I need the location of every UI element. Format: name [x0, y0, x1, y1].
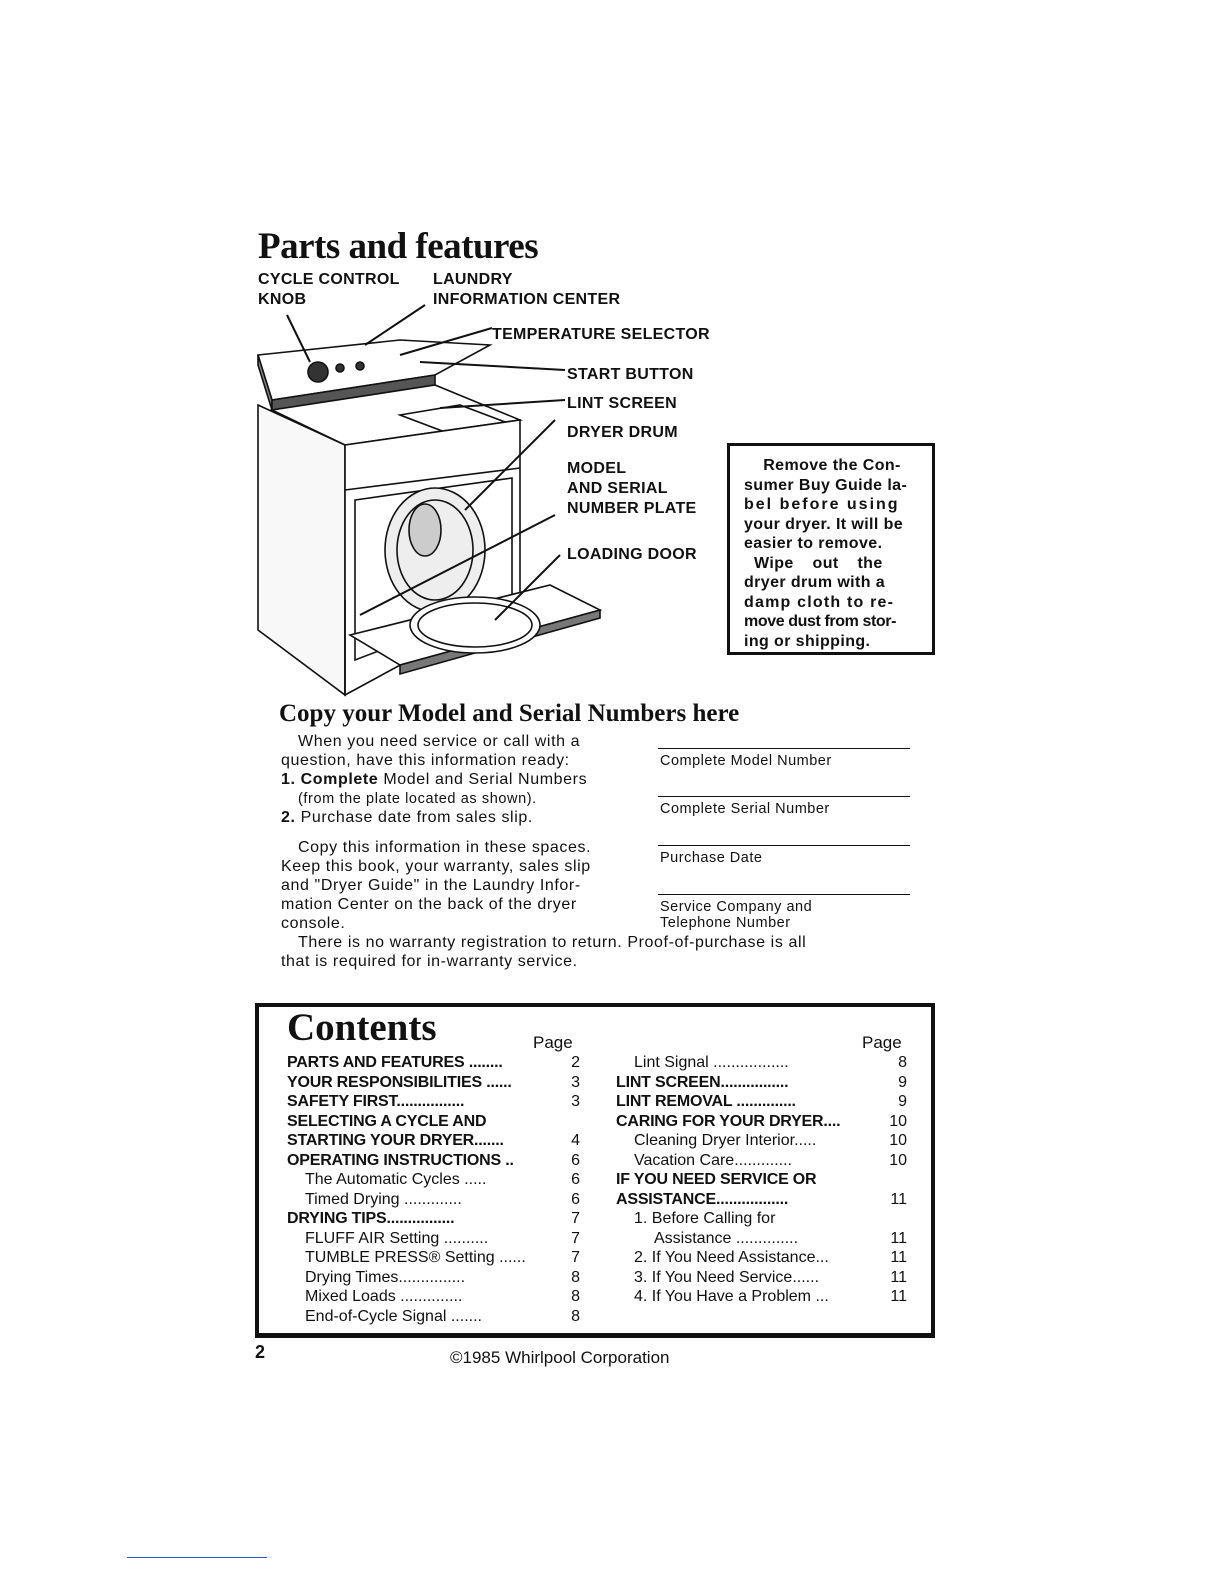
intro-line: question, have this information ready: [281, 752, 570, 769]
page-column-header: Page [862, 1033, 902, 1052]
toc-entry-title: Cleaning Dryer Interior [634, 1132, 795, 1149]
note-line: your dryer. It will be [744, 515, 904, 533]
label-dryer-drum: DRYER DRUM [567, 424, 678, 441]
toc-entry-page: 3 [571, 1073, 580, 1091]
model-number-label: Complete Model Number [660, 753, 832, 769]
telephone-label: Telephone Number [660, 915, 791, 931]
toc-entry-page: 2 [571, 1054, 580, 1071]
toc-entry[interactable] [287, 1053, 580, 1073]
toc-entry-dots: ....... [474, 1132, 504, 1149]
page-title: Parts and features [258, 226, 539, 267]
serial-number-label: Complete Serial Number [660, 801, 830, 817]
toc-entry-page: 4 [571, 1132, 580, 1149]
toc-entry-dots: ........ [464, 1054, 503, 1071]
purchase-date-line[interactable] [658, 845, 910, 846]
toc-entry-title: SAFETY FIRST [287, 1093, 397, 1110]
toc-entry-title: LINT SCREEN [616, 1073, 721, 1091]
toc-entry-dots: ................ [720, 1073, 789, 1091]
para-line: console. [281, 915, 346, 932]
toc-entry-page: 10 [889, 1132, 907, 1149]
toc-entry-title: ASSISTANCE [616, 1190, 716, 1208]
toc-entry-dots: ....... [446, 1307, 482, 1325]
toc-entry[interactable] [616, 1112, 907, 1132]
toc-right-column [616, 1053, 907, 1307]
toc-entry-title: Drying Times [305, 1268, 399, 1286]
item-1 [281, 770, 587, 790]
item-2 [281, 808, 533, 828]
toc-entry-title: 2. If You Need Assistance [634, 1249, 816, 1266]
toc-entry-page: 6 [571, 1171, 580, 1188]
footnote-separator [127, 1557, 267, 1558]
toc-entry-page: 11 [890, 1229, 907, 1247]
label-laundry: LAUNDRY [433, 271, 513, 288]
item-number: 1. [281, 771, 296, 788]
toc-entry[interactable] [616, 1229, 907, 1249]
toc-entry[interactable] [287, 1170, 580, 1190]
toc-entry-dots: ...... [481, 1073, 512, 1091]
toc-entry-page: 6 [571, 1190, 580, 1208]
toc-entry-title: FLUFF AIR Setting [305, 1229, 440, 1247]
toc-entry[interactable] [287, 1248, 580, 1268]
toc-entry-page: 9 [898, 1073, 907, 1091]
toc-entry-dots: ............. [399, 1190, 462, 1208]
note-line: move dust from stor- [744, 613, 897, 630]
toc-entry-dots: ..... [459, 1171, 487, 1188]
label-model: MODEL [567, 460, 627, 477]
toc-entry[interactable] [287, 1131, 580, 1151]
item-text: Model and Serial Numbers [378, 771, 588, 788]
toc-entry[interactable] [287, 1112, 580, 1132]
toc-entry-page: 7 [571, 1249, 580, 1266]
toc-entry-page: 8 [898, 1054, 907, 1071]
toc-entry-page: 11 [890, 1190, 907, 1208]
toc-entry[interactable] [287, 1287, 580, 1307]
toc-entry[interactable] [616, 1268, 907, 1288]
toc-entry-dots: .............. [731, 1229, 799, 1247]
toc-entry-page: 7 [571, 1210, 580, 1227]
toc-entry-title: Vacation Care [634, 1151, 735, 1169]
toc-entry[interactable] [287, 1307, 580, 1327]
para-line: that is required for in-warranty service. [281, 953, 578, 970]
toc-entry-title: LINT REMOVAL [616, 1093, 733, 1110]
toc-entry-page: 10 [889, 1151, 907, 1169]
toc-entry-title: Mixed Loads [305, 1288, 396, 1305]
toc-entry-page: 3 [571, 1093, 580, 1110]
note-line: easier to remove. [744, 535, 883, 552]
toc-entry[interactable] [616, 1092, 907, 1112]
toc-entry-title: The Automatic Cycles [305, 1171, 460, 1188]
toc-entry-page: 8 [571, 1268, 580, 1286]
toc-entry-dots: .. [500, 1151, 514, 1169]
page-column-header: Page [533, 1033, 573, 1052]
note-line: dryer drum with a [744, 574, 886, 591]
note-line: Remove the Con- [763, 457, 901, 474]
label-knob: KNOB [258, 291, 307, 308]
toc-entry-page: 8 [571, 1307, 580, 1325]
item-number: 2. [281, 809, 296, 826]
label-and-serial: AND SERIAL [567, 480, 668, 497]
note-box [727, 443, 935, 655]
page-number: 2 [255, 1342, 266, 1362]
toc-entry-title: 1. Before Calling for [634, 1210, 776, 1227]
toc-left-column [287, 1053, 580, 1326]
toc-entry-page: 9 [898, 1093, 907, 1110]
toc-entry-dots: ................ [386, 1210, 455, 1227]
toc-entry[interactable] [616, 1170, 907, 1190]
para-line: and "Dryer Guide" in the Laundry Infor- [281, 877, 581, 894]
toc-entry-title: 3. If You Need Service [634, 1268, 793, 1286]
item-bold: Complete [300, 771, 379, 788]
toc-entry-dots: ..... [794, 1132, 817, 1149]
toc-entry-title: YOUR RESPONSIBILITIES [287, 1073, 482, 1091]
toc-entry-dots: ...... [494, 1249, 526, 1266]
toc-entry-dots: ... [811, 1288, 829, 1305]
toc-entry-title: IF YOU NEED SERVICE OR [616, 1171, 817, 1188]
toc-entry-dots: .......... [439, 1229, 489, 1247]
purchase-date-label: Purchase Date [660, 850, 763, 866]
serial-number-line[interactable] [658, 796, 910, 797]
toc-entry[interactable] [616, 1073, 907, 1093]
toc-entry-dots: ................. [715, 1190, 789, 1208]
toc-entry-page: 8 [571, 1288, 580, 1305]
note-line: bel before using [744, 496, 900, 513]
para-line: Copy this information in these spaces. [298, 839, 592, 856]
toc-entry[interactable] [616, 1131, 907, 1151]
toc-entry-dots: .............. [395, 1288, 463, 1305]
toc-entry-page: 6 [571, 1151, 580, 1169]
toc-entry-title: Timed Drying [305, 1190, 400, 1208]
intro-line: When you need service or call with a [298, 733, 581, 750]
note-line: damp cloth to re- [744, 593, 895, 611]
toc-entry-dots: ................ [396, 1093, 465, 1110]
label-loading-door: LOADING DOOR [567, 546, 697, 563]
toc-entry[interactable] [616, 1151, 907, 1171]
label-lint-screen: LINT SCREEN [567, 395, 677, 412]
toc-entry-title: SELECTING A CYCLE AND [287, 1112, 487, 1130]
contents-title: Contents [287, 1006, 437, 1049]
para-line: Keep this book, your warranty, sales slip [281, 858, 591, 875]
toc-entry[interactable] [287, 1268, 580, 1288]
label-start-button: START BUTTON [567, 366, 694, 383]
toc-entry[interactable] [616, 1053, 907, 1073]
para-line: There is no warranty registration to return. Proof-of-purchase is all [298, 934, 807, 951]
item-text: Purchase date from sales slip. [295, 809, 533, 826]
toc-entry[interactable] [287, 1092, 580, 1112]
note-line: sumer Buy Guide la- [744, 476, 908, 494]
toc-entry-dots: ...... [792, 1268, 819, 1286]
copy-heading: Copy your Model and Serial Numbers here [279, 700, 740, 727]
toc-entry[interactable] [287, 1190, 580, 1210]
label-cycle-control: CYCLE CONTROL [258, 271, 400, 288]
service-company-line[interactable] [658, 894, 910, 895]
toc-entry-page: 11 [890, 1249, 907, 1266]
toc-entry-title: OPERATING INSTRUCTIONS [287, 1151, 501, 1169]
label-number-plate: NUMBER PLATE [567, 500, 697, 517]
label-information-center: INFORMATION CENTER [433, 291, 621, 308]
copyright: ©1985 Whirlpool Corporation [450, 1348, 670, 1367]
toc-entry-page: 11 [890, 1268, 907, 1286]
toc-entry-dots: ................. [708, 1054, 789, 1071]
toc-entry[interactable] [287, 1229, 580, 1249]
toc-entry[interactable] [616, 1209, 907, 1229]
service-company-label: Service Company and [660, 899, 813, 915]
toc-entry-page: 7 [571, 1229, 580, 1247]
note-line: Wipe out the [754, 554, 883, 572]
toc-entry[interactable] [616, 1287, 907, 1307]
toc-entry-title: PARTS AND FEATURES [287, 1054, 465, 1071]
toc-entry-title: 4. If You Have a Problem [634, 1288, 811, 1305]
toc-entry-title: DRYING TIPS [287, 1210, 387, 1227]
toc-entry-title: CARING FOR YOUR DRYER [616, 1112, 824, 1130]
toc-entry-title: Lint Signal [634, 1054, 709, 1071]
toc-entry[interactable] [287, 1151, 580, 1171]
toc-entry-dots: .............. [732, 1093, 796, 1110]
para-line: mation Center on the back of the dryer [281, 896, 577, 913]
toc-entry-page: 10 [889, 1112, 907, 1130]
toc-entry[interactable] [616, 1190, 907, 1210]
toc-entry-page: 11 [890, 1288, 907, 1305]
toc-entry[interactable] [287, 1209, 580, 1229]
toc-entry-title: STARTING YOUR DRYER [287, 1132, 475, 1149]
toc-entry-dots: .... [823, 1112, 841, 1130]
toc-entry-dots: ............. [734, 1151, 792, 1169]
toc-entry[interactable] [287, 1073, 580, 1093]
model-number-line[interactable] [658, 748, 910, 749]
toc-entry-title: End-of-Cycle Signal [305, 1307, 447, 1325]
dryer-illustration [250, 300, 720, 700]
toc-entry-dots: ... [815, 1249, 829, 1266]
toc-entry-title: TUMBLE PRESS® Setting [305, 1249, 495, 1266]
toc-entry-title: Assistance [654, 1229, 732, 1247]
toc-entry-dots: ............... [398, 1268, 466, 1286]
toc-entry[interactable] [616, 1248, 907, 1268]
label-temperature-selector: TEMPERATURE SELECTOR [492, 326, 710, 343]
note-line: ing or shipping. [744, 632, 871, 650]
item-1-note: (from the plate located as shown). [298, 791, 537, 807]
